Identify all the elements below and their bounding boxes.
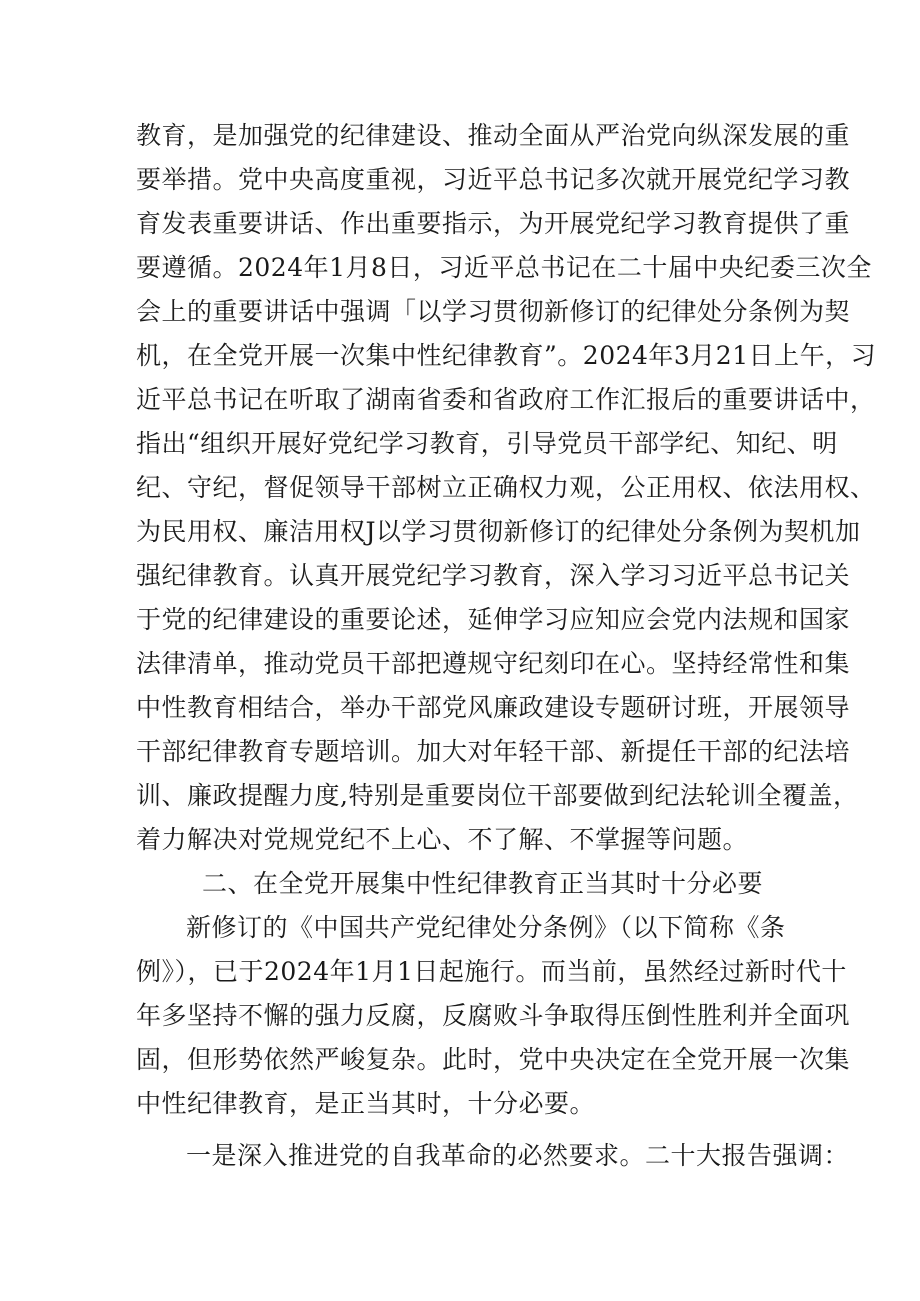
paragraph-line: 于党的纪律建设的重要论述，延伸学习应知应会党内法规和国家 [136, 605, 851, 634]
section-heading: 二、在全党开展集中性纪律教育正当其时十分必要 [202, 869, 764, 898]
paragraph-line: 着力解决对党规党纪不上心、不了解、不掌握等问题。 [136, 825, 749, 854]
paragraph-line: 一是深入推进党的自我革命的必然要求。二十大报告强调： [186, 1141, 850, 1170]
paragraph-line: 指出“组织开展好党纪学习教育，引导党员干部学纪、知纪、明 [136, 429, 838, 458]
paragraph-line: 要举措。党中央高度重视，习近平总书记多次就开展党纪学习教 [136, 165, 851, 194]
paragraph-line: 育发表重要讲话、作出重要指示，为开展党纪学习教育提供了重 [136, 209, 851, 238]
paragraph-line: 中性纪律教育，是正当其时，十分必要。 [136, 1089, 596, 1118]
paragraph-line: 强纪律教育。认真开展党纪学习教育，深入学习习近平总书记关 [136, 561, 851, 590]
paragraph-line: 中性教育相结合，举办干部党风廉政建设专题研讨班，开展领导 [136, 693, 851, 722]
paragraph-line: 为民用权、廉洁用权J以学习贯彻新修订的纪律处分条例为契机加 [136, 517, 861, 546]
paragraph-line: 近平总书记在听取了湖南省委和省政府工作汇报后的重要讲话中， [136, 385, 876, 414]
paragraph-line: 干部纪律教育专题培训。加大对年轻干部、新提任干部的纪法培 [136, 737, 851, 766]
paragraph-line: 纪、守纪，督促领导干部树立正确权力观，公正用权、依法用权、 [136, 473, 876, 502]
paragraph-line: 固，但形势依然严峻复杂。此时，党中央决定在全党开展一次集 [136, 1045, 851, 1074]
paragraph-line: 年多坚持不懈的强力反腐，反腐败斗争取得压倒性胜利并全面巩 [136, 1001, 851, 1030]
paragraph-line: 要遵循。2024年1月8日，习近平总书记在二十届中央纪委三次全 [136, 253, 872, 282]
paragraph-line: 新修订的《中国共产党纪律处分条例》（以下简称《条 [186, 913, 786, 942]
paragraph-line: 法律清单，推动党员干部把遵规守纪刻印在心。坚持经常性和集 [136, 649, 851, 678]
paragraph-line: 训、廉政提醒力度,特别是重要岗位干部要做到纪法轮训全覆盖， [136, 781, 859, 810]
paragraph-line: 机，在全党开展一次集中性纪律教育”。2024年3月21日上午，习 [136, 341, 877, 370]
paragraph-line: 教育，是加强党的纪律建设、推动全面从严治党向纵深发展的重 [136, 121, 851, 150]
paragraph-line: 会上的重要讲话中强调「以学习贯彻新修订的纪律处分条例为契 [136, 297, 851, 326]
paragraph-line: 例》），已于2024年1月1日起施行。而当前，虽然经过新时代十 [136, 957, 847, 986]
